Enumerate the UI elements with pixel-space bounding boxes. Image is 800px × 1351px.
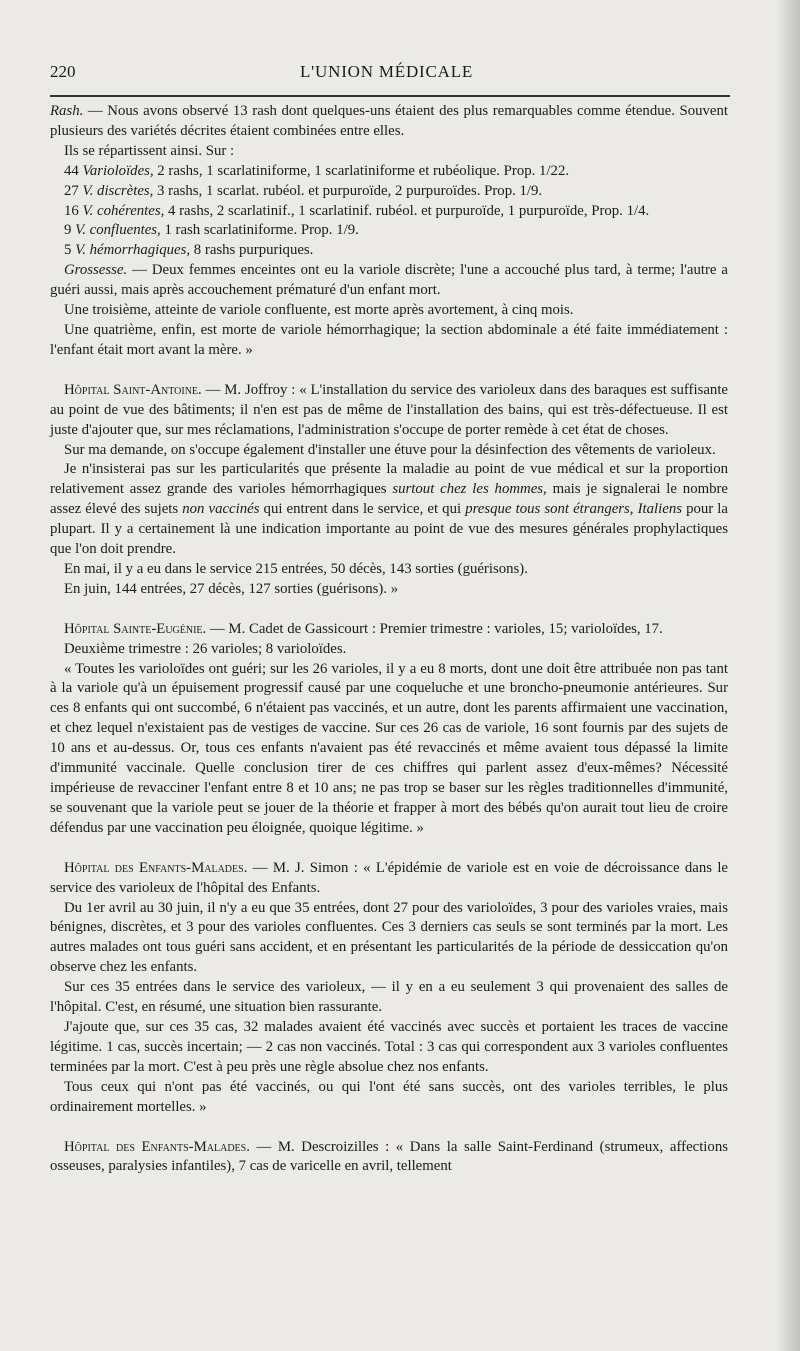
rash-item — [50, 162, 728, 182]
saint-antoine-paragraph-3 — [50, 460, 728, 560]
rash-item-count: 44 — [64, 162, 79, 179]
rash-item-count: 27 — [64, 182, 79, 199]
italic-run: presque tous sont étrangers, Italiens — [465, 501, 682, 518]
grossesse-text: — Deux femmes enceintes ont eu la variole discrète; l'une a accouché plus tard, à terme; l'autre a guéri aussi, mais après accouchement prématuré d'un enfant mort. — [50, 262, 728, 299]
rash-item-detail: 3 rashs, 1 scarlat. rubéol. et purpuroïde, 2 purpuroïdes. Prop. 1/9. — [153, 182, 543, 199]
rash-item-type: Varioloïdes, — [82, 162, 154, 179]
running-head: L'UNION MÉDICALE — [300, 62, 474, 81]
saint-antoine-intro: — M. Joffroy : « L'installation du service des varioleux dans des baraques est suffisante au point de vue des bâtiments; il n'en est pas de même de l'installation des bains, qui est très-défectueuse. Il est juste d'ajouter que, sur mes réclamations, l'administration s'occupe de porter remède à cet état de choses. — [50, 381, 728, 438]
rash-item-v: V. — [75, 242, 86, 259]
rash-item-detail: 8 rashs purpuriques. — [190, 242, 314, 259]
text-run: Je n'insisterai pas sur les particularités que présente la maladie au point de vue médical et sur la proportion relativement assez grande des varioles hémorrhagiques — [50, 461, 728, 498]
grossesse-paragraph — [50, 261, 728, 301]
text-run: mais je signalerai le nombre assez élevé des sujets — [50, 481, 728, 518]
sainte-eugenie-paragraph — [50, 620, 728, 640]
enfants-malades-paragraph — [50, 859, 728, 899]
rash-item-type: discrètes, — [97, 182, 154, 199]
page-number: 220 — [50, 62, 76, 81]
rash-item-detail: 1 rash scarlatiniforme. Prop. 1/9. — [160, 222, 359, 239]
sainte-eugenie-heading: Hôpital Sainte-Eugénie. — [64, 620, 207, 637]
grossesse-paragraph-3: Une quatrième, enfin, est morte de variole hémorrhagique; la section abdominale a été faite immédiatement : l'enfant était mort avant la mère. » — [50, 321, 728, 358]
rash-label: Rash. — [50, 103, 84, 119]
rash-item-type: hémorrhagiques, — [89, 242, 191, 259]
rash-item-type: confluentes, — [89, 222, 161, 239]
saint-antoine-paragraph-4: En mai, il y a eu dans le service 215 entrées, 50 décès, 143 sorties (guérisons). — [64, 560, 528, 577]
text-run: pour la plupart. Il y a certainement là une indication importante au point de vue des mesures générales prophylactiques que l'on doit prendre. — [50, 501, 728, 558]
enfants-malades-paragraph-4: J'ajoute que, sur ces 35 cas, 32 malades avaient été vaccinés avec succès et portaient les traces de vaccine légitime. 1 cas, succès incertain; — 2 cas non vaccinés. Total : 3 cas qui correspondent aux 3 varioles confluentes terminées par la mort. C'est à peu près une règle absolue chez nos enfants. — [50, 1018, 728, 1075]
enfants-malades-paragraph-3: Sur ces 35 entrées dans le service des varioleux, — il y en a eu seulement 3 qui provenaient des salles de l'hôpital. C'est, en résumé, une situation bien rassurante. — [50, 979, 728, 1016]
text-run: qui entrent dans le service, et qui — [259, 501, 466, 518]
rash-item-v: V. — [82, 182, 94, 199]
enfants-malades-2-intro: — M. Descroizilles : « Dans la salle Saint-Ferdinand (strumeux, affections osseuses, paralysies infantiles), 7 cas de varicelle en avril, tellement — [50, 1138, 728, 1175]
rash-item-count: 5 — [64, 242, 72, 259]
page-header — [50, 62, 740, 86]
enfants-malades-2-paragraph — [50, 1138, 728, 1178]
enfants-malades-intro: — M. J. Simon : « L'épidémie de variole est en voie de décroissance dans le service des varioleux de l'hôpital des Enfants. — [50, 859, 728, 896]
enfants-malades-paragraph-5: Tous ceux qui n'ont pas été vaccinés, ou qui l'ont été sans succès, ont des varioles terribles, le plus ordinairement mortelles. » — [50, 1078, 728, 1115]
header-rule — [50, 95, 730, 97]
grossesse-label: Grossesse. — [64, 262, 128, 279]
rash-item-detail: 4 rashs, 2 scarlatinif., 1 scarlatinif. rubéol. et purpuroïde, 1 purpuroïde, Prop. 1/4. — [164, 202, 650, 219]
italic-run: non vaccinés — [182, 501, 260, 518]
rash-repartition: Ils se répartissent ainsi. Sur : — [64, 142, 235, 159]
page-edge-shadow — [776, 0, 800, 1351]
rash-item — [50, 182, 728, 202]
sainte-eugenie-paragraph-3: « Toutes les varioloïdes ont guéri; sur les 26 varioles, il y a eu 8 morts, dont une doit être attribuée non pas tant à la variole qu'à un épuisement progressif causé par une coqueluche et une broncho-pneumonie antérieures. Sur ces 8 enfants qui ont succombé, 6 n'étaient pas vaccinés, et un autre, dont les parents affirmaient une vaccination, et chez lequel n'existaient pas de vestiges de vaccine. Sur ces 26 cas de variole, 16 sont fournis par des sujets de 10 ans et au-dessus. Or, tous ces enfants n'avaient pas été revaccinés et même avaient tous dépassé la limite d'immunité vaccinale. Quelle conclusion tirer de ces chiffres qui parlent assez d'eux-mêmes? Nécessité impérieuse de revacciner l'enfant entre 8 et 10 ans; ne pas trop se baser sur les règles traditionnelles d'immunité, se souvenant que la variole peut se jouer de la théorie et frapper à mort des bébés qu'on aurait tout lieu de croire défendus par une vaccination peu éloignée, quoique légitime. » — [50, 660, 728, 836]
enfants-malades-paragraph-2: Du 1er avril au 30 juin, il n'y a eu que 35 entrées, dont 27 pour des varioloïdes, 3 pour des varioles vraies, mais bénignes, discrètes, et 3 pour des varioles confluentes. Ces 3 derniers cas seuls se sont terminés par la mort. Les autres malades ont tous guéri sans accident, et en présentant les particularités de la période de dessiccation qu'on observe chez les enfants. — [50, 899, 728, 976]
saint-antoine-paragraph-5: En juin, 144 entrées, 27 décès, 127 sorties (guérisons). » — [64, 580, 399, 597]
rash-item — [50, 202, 728, 222]
saint-antoine-paragraph — [50, 381, 728, 441]
article-body — [50, 102, 728, 1177]
saint-antoine-heading: Hôpital Saint-Antoine. — [64, 381, 202, 398]
rash-item-v: V. — [82, 202, 94, 219]
rash-item-detail: 2 rashs, 1 scarlatiniforme, 1 scarlatiniforme et rubéolique. Prop. 1/22. — [153, 162, 570, 179]
rash-item-count: 16 — [64, 202, 79, 219]
rash-paragraph — [50, 102, 728, 142]
rash-item-count: 9 — [64, 222, 72, 239]
italic-run: surtout chez les hommes, — [392, 481, 547, 498]
saint-antoine-paragraph-2: Sur ma demande, on s'occupe également d'installer une étuve pour la désinfection des vêtements de varioleux. — [64, 441, 716, 458]
rash-item-v: V. — [75, 222, 86, 239]
rash-item-type: cohérentes, — [97, 202, 165, 219]
rash-item — [50, 241, 728, 261]
enfants-malades-2-heading: Hôpital des Enfants-Malades. — [64, 1138, 250, 1155]
rash-item — [50, 221, 728, 241]
rash-intro: — Nous avons observé 13 rash dont quelques-uns étaient des plus remarquables comme étendue. Souvent plusieurs des variétés décrites étaient combinées entre elles. — [50, 103, 728, 139]
sainte-eugenie-paragraph-2: Deuxième trimestre : 26 varioles; 8 varioloïdes. — [64, 640, 347, 657]
grossesse-paragraph-2: Une troisième, atteinte de variole confluente, est morte après avortement, à cinq mois. — [64, 302, 574, 319]
enfants-malades-heading: Hôpital des Enfants-Malades. — [64, 859, 248, 876]
sainte-eugenie-intro: — M. Cadet de Gassicourt : Premier trimestre : varioles, 15; varioloïdes, 17. — [206, 620, 663, 637]
